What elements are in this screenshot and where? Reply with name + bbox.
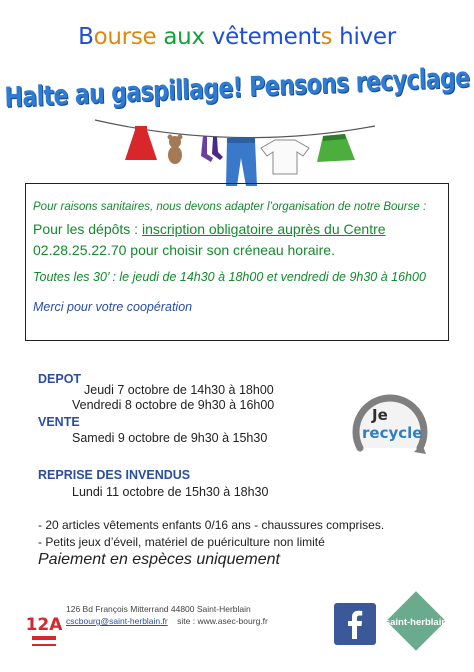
- asec-logo-text: 12A: [25, 615, 63, 635]
- deposits-prefix: Pour les dépôts :: [33, 221, 142, 237]
- deposits-phone: 02.28.25.22.70 pour choisir son créneau horaire.: [33, 242, 335, 258]
- page-title: [0, 24, 474, 50]
- saint-herblain-text: saint-herblain: [384, 617, 448, 628]
- vente-line-1: Samedi 9 octobre de 9h30 à 15h30: [72, 431, 268, 445]
- depot-line-2: Vendredi 8 octobre de 9h30 à 16h00: [72, 398, 275, 412]
- je-recycle-logo: [342, 378, 438, 468]
- thanks-text: Merci pour votre coopération: [33, 300, 193, 314]
- logo-text-je: Je: [372, 406, 388, 424]
- facebook-glyph-icon: [334, 603, 376, 645]
- depot-heading: DEPOT: [38, 372, 82, 386]
- slogan: Halte au gaspillage! Pensons recyclage: [4, 62, 470, 115]
- vente-heading: VENTE: [38, 415, 80, 429]
- clothesline-illustration: [95, 112, 375, 192]
- title-part: s: [320, 24, 340, 50]
- saint-herblain-logo: [383, 588, 449, 654]
- asec-logo: [25, 600, 63, 658]
- condition-item-2: - Petits jeux d’éveil, matériel de puériculture non limité: [38, 535, 325, 549]
- footer-site[interactable]: site : www.asec-bourg.fr: [177, 616, 268, 626]
- footer-contact: [66, 616, 268, 626]
- facebook-icon[interactable]: [334, 603, 376, 645]
- title-part: B: [78, 24, 94, 50]
- depot-line-1: Jeudi 7 octobre de 14h30 à 18h00: [84, 383, 274, 397]
- title-part: vêtement: [211, 24, 321, 50]
- payment-text: Paiement en espèces uniquement: [38, 551, 280, 568]
- registration-link[interactable]: inscription obligatoire auprès du Centre: [141, 221, 386, 237]
- title-part: aux: [163, 24, 212, 50]
- reprise-line-1: Lundi 11 octobre de 15h30 à 18h30: [72, 485, 269, 499]
- title-part: hiver: [339, 24, 396, 50]
- footer-address: 126 Bd François Mitterrand 44800 Saint-Herblain: [66, 604, 251, 614]
- info-box: [25, 183, 449, 341]
- reprise-heading: REPRISE DES INVENDUS: [38, 468, 191, 482]
- schedule-info: Toutes les 30’ : le jeudi de 14h30 à 18h00 et vendredi de 9h30 à 16h00: [33, 270, 426, 284]
- logo-text-recycle: recycle: [362, 424, 423, 442]
- condition-item-1: - 20 articles vêtements enfants 0/16 ans - chaussures comprises.: [38, 518, 385, 532]
- title-part: ourse: [93, 24, 164, 50]
- sanitary-notice: Pour raisons sanitaires, nous devons adapter l’organisation de notre Bourse :: [33, 201, 427, 213]
- deposits-info: [33, 219, 436, 261]
- footer-email[interactable]: cscbourg@saint-herblain.fr: [66, 616, 168, 626]
